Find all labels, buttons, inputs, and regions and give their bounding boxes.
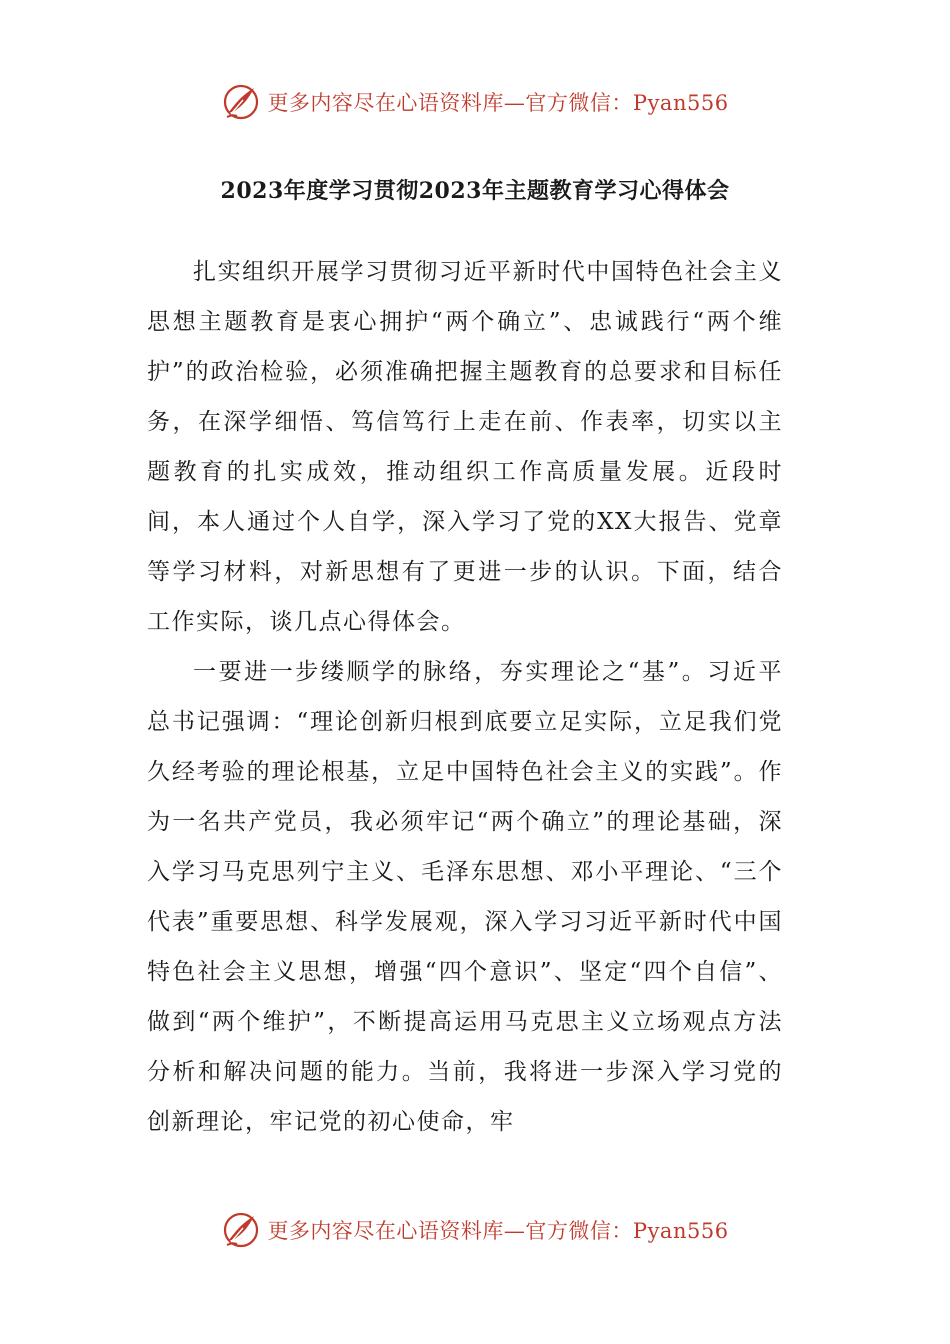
footer-banner-text: 更多内容尽在心语资料库—官方微信：Pyan556 [267,1219,729,1243]
quill-logo-icon [221,82,261,122]
document-body [147,247,783,1147]
quill-logo-icon [221,1210,261,1250]
footer-banner [0,1208,950,1252]
paragraph-point-one: 一要进一步缕顺学的脉络，夯实理论之“基”。习近平总书记强调：“理论创新归根到底要立足实际，立足我们党久经考验的理论根基，立足中国特色社会主义的实践”。作为一名共产党员，我必须牢记“两个确立”的理论基础，深入学习马克思列宁主义、毛泽东思想、邓小平理论、“三个代表”重要思想、科学发展观，深入学习习近平新时代中国特色社会主义思想，增强“四个意识”、坚定“四个自信”、做到“两个维护”，不断提高运用马克思主义立场观点方法分析和解决问题的能力。当前，我将进一步深入学习党的创新理论，牢记党的初心使命，牢 [147,659,783,1135]
document-title: 2023年度学习贯彻2023年主题教育学习心得体会 [220,178,730,204]
header-banner [0,80,950,124]
header-banner-text: 更多内容尽在心语资料库—官方微信：Pyan556 [267,91,729,115]
paragraph-intro: 扎实组织开展学习贯彻习近平新时代中国特色社会主义思想主题教育是衷心拥护“两个确立”、忠诚践行“两个维护”的政治检验，必须准确把握主题教育的总要求和目标任务，在深学细悟、笃信笃行上走在前、作表率，切实以主题教育的扎实成效，推动组织工作高质量发展。近段时间，本人通过个人自学，深入学习了党的XX大报告、党章等学习材料，对新思想有了更进一步的认识。下面，结合工作实际，谈几点心得体会。 [147,259,783,635]
